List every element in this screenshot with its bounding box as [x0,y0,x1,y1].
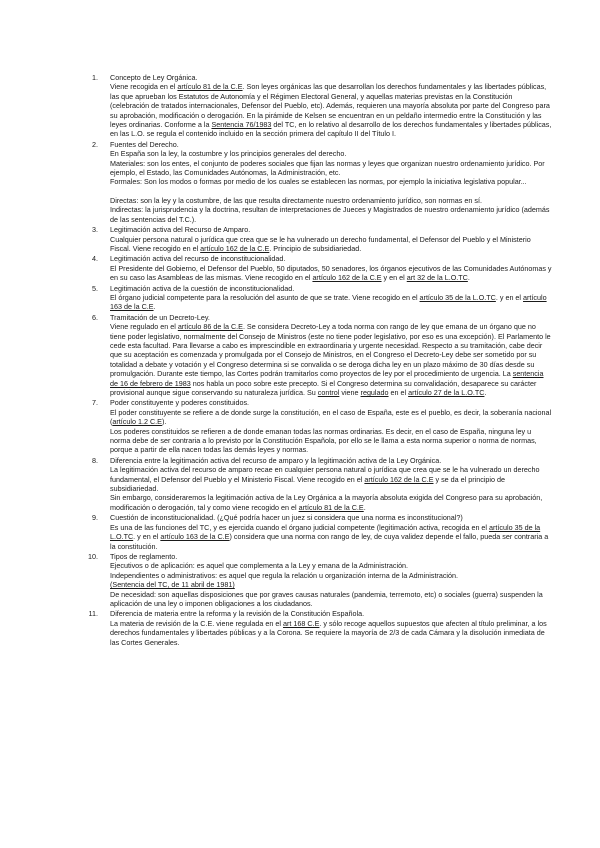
text-segment: . Se considera Decreto-Ley a toda norma con rango de ley que emana de un órgano que no tiene poder legislativo, normalmente del Consejo de Ministros (este no tiene poder legislativo, por eso es una excepción). El Parlamento le cede esta facultad. Para llevarse a cabo es imprescindible en extraordinaria y urgente necesidad. Respecto a su tramitación, cabe decir que su aceptación es comenzada y promulgada por el Consejo de Ministros, en el Congreso el Decreto-Ley debe ser sometido por su totalidad a debate y votación y el Congreso determina si se convalida o se deroga dicha ley en un plazo máximo de 30 días desde su promulgación. Durante este tiempo, las Cortes podrán tramitarlos como proyectos de ley por el procedimiento de urgencia. La [110,322,551,379]
text-segment: . y en el [495,292,524,302]
legal-reference-link[interactable]: artículo 1.2 C.E [112,417,162,427]
text-segment: El poder constituyente se refiere a de donde surge la constitución, en el caso de España, este es el pueblo, es decir, la soberanía nacional ( [110,407,552,427]
paragraph [110,619,552,647]
paragraph [110,571,552,580]
list-item [82,552,552,608]
list-item [82,398,552,454]
text-segment: y en el [381,273,407,283]
item-number: 10. [88,551,98,561]
list-item [82,513,552,551]
item-number: 3. [92,225,98,235]
item-title: Cuestión de inconstitucionalidad. (¿Qué podría hacer un juez si considera que una norma es inconstitucional?) [110,513,463,523]
text-segment: Cualquier persona natural o jurídica que crea que se le ha vulnerado un derecho fundamental, el Defensor del Pueblo y el Ministerio Fiscal. Viene recogido en el [110,234,531,253]
item-number: 1. [92,73,98,82]
list-item [82,313,552,398]
item-title: Tramitación de un Decreto-Ley. [110,312,210,322]
legal-reference-link[interactable]: artículo 27 de la L.O.TC [408,388,485,397]
list-item [82,225,552,253]
legal-reference-link[interactable]: sentencia de 16 de febrero de 1983 [110,369,544,388]
text-segment: . Son leyes orgánicas las que desarrollan los derechos fundamentales y las libertades públicas, las que aprueban los Estatutos de Autonomía y el Régimen Electoral General, y aquellas materias previstas en la Constitución (celebración de tratados internacionales, Defensor del Pueblo, etc). Además, requieren una mayoría absoluta por parte del Congreso para su aprobación, modificación o derogación. En la pirámide de Kelsen se encuentran en un peldaño intermedio entre la Constitución y las leyes ordinarias. Conforme a la [110,82,550,130]
text-segment: En España son la ley, la costumbre y los principios generales del derecho. [110,149,347,159]
item-number: 6. [92,312,98,322]
list-item [82,254,552,282]
text-segment: Ejecutivos o de aplicación: es aquel que complementa a la Ley y emana de la Administración. [110,561,409,571]
legal-reference-link[interactable]: Sentencia 76/1983 [211,120,272,130]
text-segment: Formales: Son los modos o formas por medio de los cuales se establecen las normas, por ejemplo la iniciativa legislativa popular... [110,177,527,187]
legal-reference-link[interactable]: (Sentencia del TC, de 11 abril de 1981) [110,580,235,590]
text-segment: . [153,302,156,312]
item-title: Legitimación activa del Recurso de Amparo. [110,225,251,235]
item-title: Fuentes del Derecho. [110,139,179,149]
paragraph [110,196,552,205]
legal-reference-link[interactable]: regulado [360,388,389,397]
list-item [82,284,552,312]
legal-reference-link[interactable]: artículo 162 de la C.E [364,474,434,484]
legal-reference-link[interactable]: art 168 C.E [283,618,320,628]
paragraph [110,264,552,283]
legal-reference-link[interactable]: artículo 86 de la C.E [177,322,243,332]
list-item [82,140,552,224]
paragraph [110,523,552,551]
item-title: Concepto de Ley Orgánica. [110,73,198,82]
text-segment: Viene regulado en el [110,322,178,332]
item-number: 4. [92,254,98,264]
text-segment: viene [339,388,361,397]
text-segment: El órgano judicial competente para la resolución del asunto de que se trate. Viene recogido en el [110,292,420,302]
legal-reference-link[interactable]: artículo 35 de la L.O.TC [110,522,541,542]
text-segment: La materia de revisión de la C.E. viene regulada en el [110,618,284,628]
legal-reference-link[interactable]: artículo 162 de la C.E [200,243,270,253]
legal-reference-link[interactable]: control [317,388,340,397]
paragraph [110,235,552,254]
text-segment: . y sólo recoge aquellos supuestos que afecten al título preliminar, a los derechos fundamentales y libertades públicas y a la Corona. Se requiere la mayoría de 2/3 de cada Cámara y la disolución inmediata de las Cortes Generales. [110,618,547,647]
paragraph-gap [110,187,552,196]
paragraph [110,465,552,493]
list-item [82,73,552,139]
item-number: 2. [92,139,98,149]
text-segment: del TC, en lo relativo al desarrollo de los derechos fundamentales y libertades públicas, en las L.O. se regula el contenido incluido en la sección primera del capítulo II del Título I. [110,120,552,139]
text-segment: El Presidente del Gobierno, el Defensor del Pueblo, 50 diputados, 50 senadores, los órganos ejecutivos de las Comunidades Autónomas y en su caso las Asambleas de las mismas. Viene recogido en el [110,263,552,283]
legal-reference-link[interactable]: artículo 162 de la C.E [312,273,382,283]
document-page [82,73,552,648]
item-title: Legitimación activa del recurso de inconstitucionalidad. [110,254,286,264]
legal-reference-link[interactable]: artículo 35 de la L.O.TC [419,292,496,302]
text-segment: Independientes o administrativos: es aquel que regula la relación u organización interna de la Administración. [110,570,459,580]
item-number: 11. [88,609,98,619]
item-number: 7. [92,398,98,408]
text-segment: Es una de las funciones del TC, y es ejercida cuando el órgano judicial competente (legitimación activa, recogida en el [110,522,490,532]
question-list [82,73,552,647]
text-segment: nos habla un poco sobre este precepto. Si el Congreso determina su convalidación, desaparece su carácter provisional aunque sigue conservando su naturaleza jurídica. Su [110,378,537,397]
paragraph [110,82,552,138]
text-segment: . [467,273,470,283]
text-segment: . y en el [133,532,161,542]
text-segment: La legitimación activa del recurso de amparo recae en cualquier persona natural o jurídica que crea que se le ha vulnerado un derecho fundamental, el Defensor del Pueblo y el Ministerio Fiscal. Viene recogido en el [110,465,540,484]
item-title: Legitimación activa de la cuestión de inconstitucionalidad. [110,283,295,293]
list-item [82,609,552,647]
legal-reference-link[interactable]: artículo 163 de la C.E [110,292,547,312]
legal-reference-link[interactable]: art 32 de la L.O.TC [406,273,468,283]
paragraph [110,149,552,158]
text-segment: Sin embargo, consideraremos la legitimación activa de la Ley Orgánica a la mayoría absoluta exigida del Congreso para su aprobación, modificación o derogación, tal y como viene recogido en el [110,493,543,512]
text-segment: Directas: son la ley y la costumbre, de las que resulta directamente nuestro ordenamiento jurídico, son normas en sí. [110,195,482,205]
text-segment: ) considera que una norma con rango de ley, de cuya validez depende el fallo, pueda ser contraria a la constitución. [110,532,549,551]
paragraph [110,493,552,512]
item-title: Tipos de reglamento. [110,551,178,561]
paragraph [110,561,552,570]
legal-reference-link[interactable]: artículo 81 de la C.E [298,502,364,512]
text-segment: De necesidad: son aquellas disposiciones que por graves causas naturales (pandemia, terremoto, etc) o sociales (guerra) suspenden la aplicación de una ley o imponen obligaciones a los ciudadanos. [110,589,543,608]
paragraph [110,580,552,589]
paragraph [110,408,552,427]
text-segment: Los poderes constituidos se refieren a de donde emanan todas las normas ordinarias. Es decir, en el caso de España, ninguna ley u norma debe de ser contraria a lo previsto por la Constitución Española, por ello se le llama a esta norma superior o norma de normas, porque a partir de ella nacen todas las demás leyes y normas. [110,426,537,455]
text-segment: en el [388,388,409,397]
paragraph [110,293,552,312]
text-segment: Viene recogida en el [110,82,178,92]
list-item [82,456,552,512]
text-segment: . Principio de subsidiariedad. [269,243,362,253]
text-segment: Materiales: son los entes, el conjunto de poderes sociales que fijan las normas y leyes que organizan nuestro ordenamiento jurídico. Por ejemplo, el Estado, las Comunidades Autónomas, la Administración, etc. [110,158,545,178]
paragraph [110,205,552,224]
item-title: Diferencia de materia entre la reforma y la revisión de la Constitución Española. [110,609,365,619]
paragraph [110,177,552,186]
paragraph [110,590,552,609]
item-number: 5. [92,283,98,293]
text-segment: . [484,388,487,397]
text-segment: ). [161,417,167,427]
text-segment: Indirectas: la jurisprudencia y la doctrina, resultan de interpretaciones de Jueces y Magistrados de nuestro ordenamiento jurídico (además de las sentencias del T.C.). [110,205,550,224]
item-title: Poder constituyente y poderes constituidos. [110,398,250,408]
text-segment: . [363,502,366,512]
paragraph [110,427,552,455]
legal-reference-link[interactable]: artículo 81 de la C.E [177,82,243,92]
item-number: 8. [92,455,98,465]
item-title: Diferencia entre la legitimación activa del recurso de amparo y la legitimación activa de la Ley Orgánica. [110,455,442,465]
item-number: 9. [92,513,98,523]
text-segment: y se da el principio de subsidiariedad. [110,474,506,494]
paragraph [110,159,552,178]
paragraph [110,322,552,397]
legal-reference-link[interactable]: artículo 163 de la C.E [160,532,230,542]
